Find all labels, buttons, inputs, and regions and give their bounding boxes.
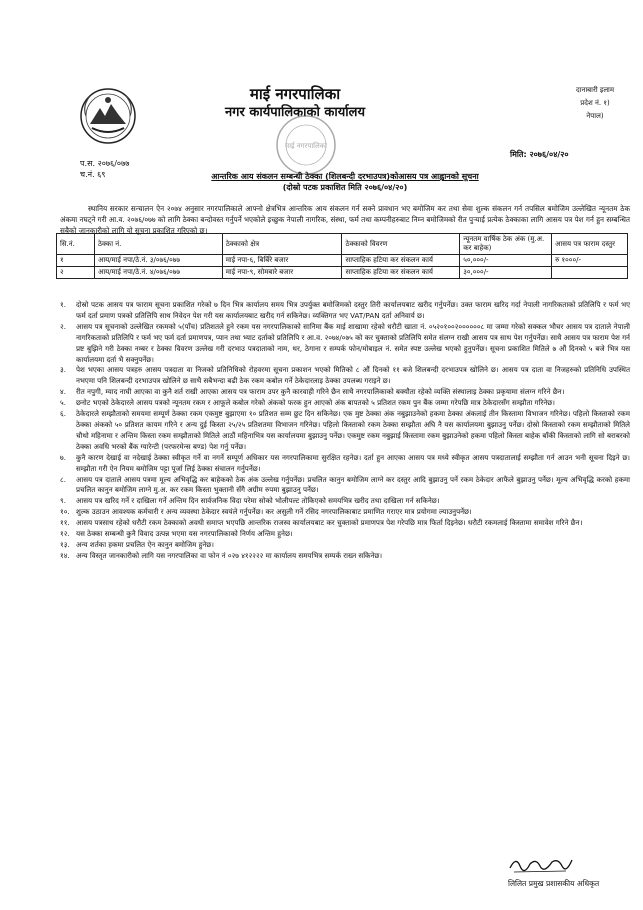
contract-table (56, 233, 628, 279)
condition-text: आसय पत्र दाताले आसय पत्रमा मूल्य अभिवृद्धि कर बाहेकको ठेक अंक उल्लेख गर्नुपर्नेछ। प्रचलित कानुन बमोजिम लाग्ने कर दस्तुर आदि बुझाउनु पर्ने रकम ठेकेदार आफैले बुझाउनु पर्नेछ। मूल्य अभिवृद्धि करको हकमा प्रचलित कानुन बमोजिम लाग्ने मु.अ. कर रकम किस्ता भुक्तानी सँगै अग्रीम रुपमा बुझाउनु पर्नेछ। (76, 474, 630, 495)
reference-block (80, 158, 129, 180)
condition-text: ठेकेदारले सम्झौताको समयमा सम्पूर्ण ठेक्का रकम एकमुष्ट बुझाएमा १० प्रतिशत सम्म छुट दिन सकिनेछ। एक मुष्ट ठेक्का अंक नबुझाउनेको हकमा ठेक्का अंकलाई तीन किस्तामा विभाजन गरिनेछ। पहिलो किस्ताको रकम ठेक्का अंकको ५० प्रतिशत कायम गरिने र अन्य दुई किस्ता २५/२५ प्रतिशतमा विभाजन गरिनेछ। पहिलो किस्ताको रकम ठेक्का सम्झौता अघि नै यस कार्यालयमा बुझाउनु पर्नेछ। दोस्रो किस्ताको रकम सम्झौताको मितिले चौथो महिनामा र अन्तिम किस्ता रकम सम्झौताको मितिले आठौं महिनाभित्र यस कार्यालयमा बुझाउनु पर्नेछ। एकमुष्ट रकम नबुझाई किस्तामा रकम बुझाउनेको हकमा पहिलो किस्ता बाहेक बाँकी किस्ताको लागि सो बराबरको ठेक्का अवधि भरको बैंक ग्यारेन्टी (परफरमेन्स बण्ड) पेश गर्नु पर्नेछ। (76, 409, 630, 451)
subject-line: आन्तरिक आय संकलन सम्बन्धी ठेक्का (शिलबन्दी दरभाउपत्र)कोआसय पत्र आह्वानको सूचना (211, 172, 479, 181)
table-cell: ५०,०००/- (460, 255, 552, 267)
signature-scribble (506, 852, 576, 876)
condition-number: २. (60, 321, 66, 331)
table-cell: २ (57, 267, 95, 279)
condition-text: यस ठेक्का सम्बन्धी कुनै विवाद उत्पन्न भएमा यस नगरपालिकाको निर्णय अन्तिम हुनेछ। (76, 529, 293, 539)
table-cell: माई नपा-९, सोमबारे बजार (222, 267, 342, 279)
condition-item (60, 540, 630, 551)
condition-number: ६. (60, 409, 66, 419)
address-line: नेपाल) (586, 112, 604, 120)
condition-text: आसय पत्र सूचनाको उल्लेखित रकमको ५(पाँच) प्रतिशतले हुने रकम यस नगरपालिकाको सानिमा बैंक माई शाखामा रहेको धरौटी खाता नं. ०५२०१००२००००००८ मा जम्मा गरेको सक्कल भौचर आसय पत्र दाताले नेपाली नागरिकताको प्रतिलिपि र फर्म भए फर्म दर्ता प्रमाणपत्र, प्यान तथा भ्याट दर्ताको प्रतिलिपि र आ.व. २०७४/०७५ को कर चुक्ताको प्रतिलिपि समेत संलग्न राखी आसय पत्र साथ पेश गर्नुपर्नेछ। साथै आसय पत्र फाराम पेश गर्न प्रष्ट बुझिने गरी ठेक्का नम्बर र ठेक्का विवरण उल्लेख गरी दरभाउ पत्रदाताको नाम, थर, ठेगाना र सम्पर्क फोन/मोबाइल नं. समेत स्पष्ट उल्लेख भएको हुनुपर्नेछ। सूचना प्रकाशित मितिले ७ औं दिनको ५ बजे भित्र यस कार्यालयमा दर्ता भै सक्नुपर्नेछ। (76, 321, 630, 364)
table-cell: माई नपा-६, बिर्बिरे बजार (222, 255, 342, 267)
condition-number: १२. (60, 529, 70, 539)
condition-item (60, 518, 630, 529)
address-block (560, 84, 630, 123)
table-cell: साप्ताहिक हटिया कर संकलन कार्य (342, 267, 460, 279)
condition-number: ५. (60, 398, 66, 408)
column-header: आसय पत्र फाराम दस्तुर (552, 234, 628, 255)
signatory-title: लिलित प्रमुख प्रशासकीय अधिकृत (508, 879, 600, 888)
column-header: न्यूनतम वार्षिक ठेक अंक (मु.अ. कर बाहेक) (460, 234, 552, 255)
subject-subline: (दोस्रो पटक प्रकाशित मिति २०७६/०४/२०) (282, 183, 408, 192)
condition-item (60, 496, 630, 507)
stamp-text: माई नगरपालिका (285, 142, 327, 150)
condition-number: ९. (60, 496, 66, 506)
condition-item (60, 398, 630, 409)
condition-item (60, 322, 630, 366)
condition-text: रीत नपुगी, म्याद नाघी आएका वा कुनै शर्त राखी आएका आसय पत्र फाराम उपर कुनै कारवाही गरिने छैन साथै नगरपालिकाको बक्यौता रहेको व्यक्ति संस्थालाइ ठेक्का प्रकृयामा संलग्न गरिने छैन। (76, 387, 565, 397)
subject (185, 171, 505, 193)
column-header: ठेक्का नं. (94, 234, 222, 255)
condition-text: पेश भएका आसय पत्रहरु आसय पत्रदाता वा निजको प्रतिनिधिको रोहवरमा सूचना प्रकाशन भएको मितिको ८ औं दिनको ११ बजे शिलबन्दी दरभाउपत्र खोलिने छ। आसय पत्र दाता वा निजहरुको प्रतिनिधि उपस्थित नभएमा पनि शिलबन्दी दरभाउपत्र खोलिने छ साथै सबैभन्दा बढी ठेक रकम कबोल गर्ने ठेकेदारलाइ ठेक्का उपलब्ध गराइने छ। (76, 365, 630, 386)
table-header-row (57, 234, 628, 255)
condition-item (60, 529, 630, 540)
condition-number: ४. (60, 387, 66, 397)
condition-text: आसय पत्र खरिद गर्ने र दाखिला गर्ने अन्तिम दिन सार्वजनिक विदा परेमा सोको भोलीपल्ट तोकिएको समयभित्र खरीद तथा दाखिला गर्न सकिनेछ। (76, 496, 440, 506)
table-cell: साप्ताहिक हटिया कर संकलन कार्य (342, 255, 460, 267)
column-header: ठेक्काको क्षेत्र (222, 234, 342, 255)
table-cell: आय/माई नपा/ठे.नं. ४/०७६/०७७ (94, 267, 222, 279)
dispatch-number: च.नं. ६९ (80, 170, 106, 179)
condition-text: अन्य विस्तृत जानकारीको लागि यस नगरपालिका वा फोन नं ०२७ ४१२२२२ मा कार्यालय समयभित्र सम्पर्क राख्न सकिनेछ। (76, 550, 383, 560)
table-cell: ३०,०००/- (460, 267, 552, 279)
condition-number: १०. (60, 507, 70, 517)
column-header: ठेक्काको विवरण (342, 234, 460, 255)
office-stamp (274, 113, 338, 177)
table-cell: रु १०००/- (552, 255, 628, 267)
condition-text: आसय पत्रसाथ रहेको धरौटी रकम ठेक्काको अवधी समाप्त भएपछि आन्तरिक राजस्व कार्यालयबाट कर चुक्ताको प्रमाणपत्र पेश गरेपछि मात्र फिर्ता दिइनेछ। धरौटी रकमलाई किस्तामा समावेश गरिने छैन। (76, 518, 583, 528)
letter-number: प.स. २०७६/०७७ (80, 159, 130, 168)
condition-item (60, 409, 630, 453)
column-header: सि.नं. (57, 234, 95, 255)
notice-date: मिति: २०७६/०४/२० (510, 150, 569, 159)
condition-item (60, 475, 630, 497)
condition-text: शुल्क उठाउन आवश्यक कर्मचारी र अन्य व्यवस्था ठेकेदार स्वयंले गर्नुपर्नेछ। कर असुली गर्ने रसिद नगरपालिकाबाट प्रमाणित गराएर मात्र प्रयोगमा ल्याउनुपर्नेछ। (76, 507, 472, 517)
condition-number: १३. (60, 539, 70, 549)
condition-number: ११. (60, 518, 70, 528)
condition-item (60, 300, 630, 322)
address-line: दानाबारी इलाम (575, 86, 615, 94)
intro-paragraph: स्थानिय सरकार सन्चालन ऐन २०७४ अनुसार नगरपालिकाले आफ्नो क्षेत्रभित्र आन्तरिक आय संकलन गर्न सक्ने प्रावधान भए बमोजिम कर तथा सेवा शुल्क संकलन गर्न तपसिल बमोजिम उल्लेखित न्यूनतम ठेक अंकमा नघट्ने गरी आ.व. २०७६/०७७ को लागि ठेक्का बन्दोवस्त गर्नुपर्ने भएकोले इच्छुक नेपाली नागरिक, संस्था, फर्म तथा कम्पनीहरुबाट निम्न बमोजिमको रीत पुऱ्याई प्रत्येक ठेक्काका लागि आसय पत्र पेश गर्न हुन सम्बन्धित सबैको जानकारीको लागि यो सूचना प्रकाशित गरिएको छ। (60, 204, 630, 235)
condition-number: ८. (60, 474, 66, 484)
condition-text: दोस्रो पटक आसय पत्र फाराम सूचना प्रकाशित गरेको ७ दिन भित्र कार्यालय समय भित्र उपर्युक्त बमोजिमको दस्तुर तिरी कार्यालयबाट खरीद गर्नुपर्नेछ। उक्त फाराम खरिद गर्दा नेपाली नागरिकताको प्रतिलिपि र फर्म भए फर्म दर्ता प्रमाण पत्रको प्रतिलिपि साथ निवेदन पेश गरी यस कार्यालयबाट खरीद गर्न सकिनेछ। व्यक्तिगत भए VAT/PAN दर्ता अनिवार्य छ। (76, 300, 630, 320)
table-row (57, 255, 628, 267)
office-name: नगर कार्यपालिकाको कार्यालय (224, 105, 366, 120)
condition-item (60, 387, 630, 398)
condition-number: ७. (60, 452, 66, 462)
condition-item (60, 507, 630, 518)
condition-number: १. (60, 300, 66, 309)
condition-item (60, 551, 630, 562)
conditions-list (60, 300, 630, 562)
table-cell: आय/माई नपा/ठे.नं. ३/०७६/०७७ (94, 255, 222, 267)
condition-number: ३. (60, 365, 66, 375)
table-cell: १ (57, 255, 95, 267)
condition-text: कुनै कारण देखाई वा नदेखाई ठेक्का स्वीकृत गर्ने वा नगर्ने सम्पूर्ण अधिकार यस नगरपालिकामा सुरक्षित रहनेछ। दर्ता हुन आएका आसय पत्र मध्ये स्वीकृत आसय पत्रदातालाई सम्झौता गर्न आउन भनी सूचना दिइने छ। सम्झौता गरी ऐन नियम बमोजिम पट्टा पूर्जा लिई ठेक्का संचालन गर्नुपर्नेछ। (76, 452, 630, 473)
condition-item (60, 453, 630, 475)
table-row (57, 267, 628, 279)
condition-text: अन्य शर्तका हकमा प्रचलित ऐन कानुन बमोजिम हुनेछ। (76, 539, 214, 549)
condition-text: छनोट भएको ठेकेदारले आसय पत्रको न्यूनतम रकम र आफूले कबोल गरेको अंकको फरक हुन आएको अंक बापतको ५ प्रतिशत रकम पुन बैंक जम्मा गरेपछि मात्र ठेकेदारसँग सम्झौता गरिनेछ। (76, 398, 555, 408)
table-cell (552, 267, 628, 279)
org-name: माई नगरपालिका (249, 85, 341, 103)
address-line: प्रदेश नं. १) (580, 99, 610, 107)
nepal-emblem-logo (78, 86, 138, 146)
condition-number: १४. (60, 550, 70, 560)
condition-item (60, 365, 630, 387)
